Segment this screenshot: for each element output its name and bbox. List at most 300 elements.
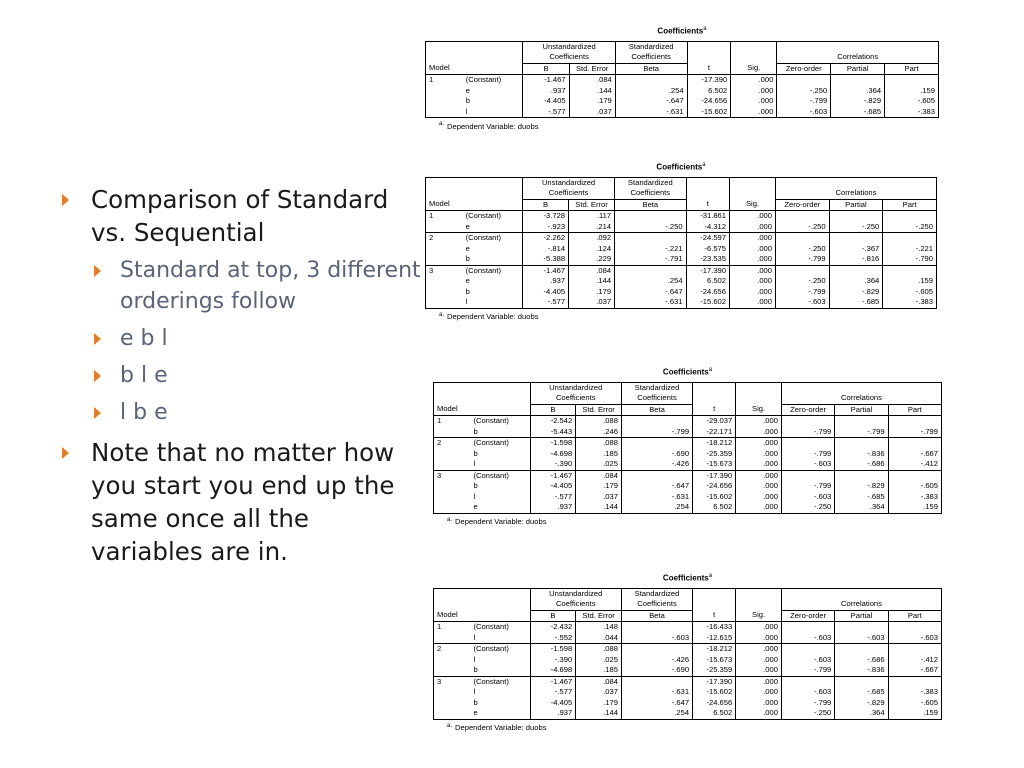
table-cell: .000 bbox=[736, 416, 782, 427]
table-cell: -.603 bbox=[775, 297, 829, 308]
table-cell bbox=[888, 438, 941, 449]
header-standardized: Standardized Coefficients bbox=[615, 177, 687, 199]
table-cell bbox=[775, 211, 829, 222]
table-cell bbox=[888, 644, 941, 655]
table-cell bbox=[888, 676, 941, 687]
column-header: t bbox=[687, 63, 731, 75]
model-number bbox=[434, 665, 462, 676]
table-cell: .254 bbox=[621, 708, 692, 719]
table-cell: -.603 bbox=[781, 655, 834, 666]
table-cell: .000 bbox=[736, 427, 782, 438]
column-header: Model bbox=[426, 63, 454, 75]
table-column-header-row bbox=[426, 199, 937, 211]
table-cell: -29.037 bbox=[693, 416, 736, 427]
predictor-name: l bbox=[473, 632, 476, 642]
table-cell bbox=[835, 644, 888, 655]
header-correlations: Correlations bbox=[837, 52, 879, 62]
table-cell bbox=[615, 211, 687, 222]
table-cell: -.685 bbox=[831, 107, 885, 118]
column-header: Part bbox=[883, 199, 937, 211]
table-cell: -4.698 bbox=[530, 449, 576, 460]
table-cell: -24.656 bbox=[693, 698, 736, 709]
table-cell bbox=[829, 211, 883, 222]
table-cell: .254 bbox=[615, 276, 687, 287]
table-cell: .159 bbox=[888, 502, 941, 513]
table-cell: -.631 bbox=[615, 107, 687, 118]
table-cell: -23.535 bbox=[686, 254, 729, 265]
table-cell: -.829 bbox=[835, 481, 888, 492]
table-title-text: Coefficients bbox=[656, 162, 703, 172]
predictor-name: b bbox=[473, 665, 478, 675]
table-cell: -1.598 bbox=[530, 644, 576, 655]
model-number: 1 bbox=[437, 622, 442, 632]
table-cell: .254 bbox=[621, 502, 692, 513]
table-row bbox=[434, 633, 942, 644]
table-footnote bbox=[447, 723, 942, 733]
coefficients-table-order-lbe bbox=[433, 573, 942, 732]
table-cell: -.426 bbox=[621, 459, 692, 470]
coefficients-table bbox=[425, 177, 937, 309]
model-number bbox=[426, 287, 454, 298]
table-cell: -.383 bbox=[888, 492, 941, 503]
column-header: Std. Error bbox=[569, 63, 615, 75]
table-row bbox=[426, 265, 937, 276]
model-number: 3 bbox=[426, 265, 454, 276]
predictor-name: l bbox=[473, 459, 476, 469]
table-cell: -18.212 bbox=[693, 644, 736, 655]
model-number bbox=[434, 687, 462, 698]
table-cell: -4.405 bbox=[530, 481, 576, 492]
table-cell: .159 bbox=[888, 708, 941, 719]
header-correlations: Correlations bbox=[841, 599, 882, 609]
table-cell: -.799 bbox=[781, 427, 834, 438]
table-row bbox=[434, 644, 942, 655]
table-cell: -15.602 bbox=[686, 297, 729, 308]
table-title-footnote-mark: a bbox=[703, 26, 707, 32]
table-cell: .000 bbox=[730, 287, 776, 298]
table-cell: .185 bbox=[576, 665, 622, 676]
sub-bullet-item bbox=[94, 397, 422, 428]
column-header: Model bbox=[434, 610, 462, 622]
header-blank bbox=[730, 177, 776, 199]
table-cell: -.603 bbox=[781, 687, 834, 698]
table-title-footnote-mark: a bbox=[708, 367, 713, 373]
model-number: 3 bbox=[434, 470, 462, 481]
table-cell: -1.467 bbox=[523, 265, 569, 276]
sub-bullet-text: e b l bbox=[120, 326, 168, 351]
coefficients-table bbox=[425, 41, 939, 119]
table-cell bbox=[781, 438, 834, 449]
table-cell: .084 bbox=[576, 470, 622, 481]
model-number bbox=[434, 449, 462, 460]
table-cell: -5.443 bbox=[530, 427, 576, 438]
table-cell: .000 bbox=[730, 254, 776, 265]
footnote-mark: a. bbox=[447, 722, 453, 729]
table-cell: -.603 bbox=[777, 107, 831, 118]
table-cell: -.799 bbox=[781, 449, 834, 460]
table-row bbox=[434, 470, 942, 481]
table-header-row bbox=[426, 41, 939, 52]
predictor-name: b bbox=[465, 286, 470, 296]
model-number bbox=[426, 96, 454, 107]
table-cell bbox=[775, 265, 829, 276]
table-cell: .000 bbox=[736, 708, 782, 719]
table-row bbox=[426, 233, 937, 244]
header-blank bbox=[781, 588, 941, 599]
table-cell: .000 bbox=[736, 676, 782, 687]
table-cell: -12.615 bbox=[693, 633, 736, 644]
table-row bbox=[434, 427, 942, 438]
model-number bbox=[426, 297, 454, 308]
table-cell bbox=[883, 265, 937, 276]
column-header: Partial bbox=[835, 610, 888, 622]
table-cell: -.799 bbox=[835, 427, 888, 438]
predictor-name: (Constant) bbox=[454, 233, 523, 244]
predictor-name: e bbox=[465, 85, 470, 95]
table-row bbox=[426, 222, 937, 233]
model-number bbox=[426, 222, 454, 233]
table-cell bbox=[835, 416, 888, 427]
table-cell: 6.502 bbox=[693, 502, 736, 513]
table-cell bbox=[621, 470, 692, 481]
table-cell: .144 bbox=[569, 86, 615, 97]
table-cell bbox=[781, 416, 834, 427]
column-header: Partial bbox=[835, 404, 888, 416]
column-header: Partial bbox=[829, 199, 883, 211]
predictor-name: b bbox=[473, 448, 478, 458]
table-row bbox=[434, 502, 942, 513]
footnote-mark: a. bbox=[439, 121, 445, 128]
header-unstandardized: Unstandardized Coefficients bbox=[530, 588, 621, 610]
table-title bbox=[425, 26, 939, 36]
model-number bbox=[426, 254, 454, 265]
table-cell: .000 bbox=[736, 622, 782, 633]
header-unstandardized: Unstandardized Coefficients bbox=[530, 382, 621, 404]
bullet-text: Note that no matter how you start you end up the same once all the variables are in. bbox=[91, 438, 395, 566]
predictor-name: b bbox=[473, 697, 478, 707]
predictor-name: l bbox=[473, 687, 476, 697]
column-header: Zero-order bbox=[781, 404, 834, 416]
predictor-name: l bbox=[465, 106, 468, 116]
footnote-text: Dependent Variable: duobs bbox=[447, 312, 539, 322]
header-blank bbox=[736, 382, 782, 404]
table-cell: -24.656 bbox=[687, 96, 731, 107]
table-header-row bbox=[434, 382, 942, 393]
table-cell: -.383 bbox=[888, 687, 941, 698]
table-cell: -.631 bbox=[621, 687, 692, 698]
table-cell bbox=[621, 676, 692, 687]
column-header: Model bbox=[434, 404, 462, 416]
table-cell: -16.433 bbox=[693, 622, 736, 633]
predictor-name: (Constant) bbox=[473, 622, 509, 632]
table-cell bbox=[781, 676, 834, 687]
table-cell: .364 bbox=[831, 86, 885, 97]
table-row bbox=[434, 459, 942, 470]
table-row bbox=[426, 96, 939, 107]
table-cell: -.603 bbox=[621, 633, 692, 644]
table-cell: -.799 bbox=[621, 427, 692, 438]
table-cell: -25.359 bbox=[693, 449, 736, 460]
table-cell: .148 bbox=[576, 622, 622, 633]
table-cell bbox=[883, 211, 937, 222]
table-cell: .000 bbox=[736, 644, 782, 655]
table-cell: .937 bbox=[530, 502, 576, 513]
model-number bbox=[434, 492, 462, 503]
predictor-name: (Constant) bbox=[461, 676, 530, 687]
table-cell: .000 bbox=[736, 449, 782, 460]
table-cell: .144 bbox=[569, 276, 615, 287]
table-title-text: Coefficients bbox=[662, 573, 709, 583]
table-cell: -.814 bbox=[523, 244, 569, 255]
table-footnote bbox=[439, 312, 937, 322]
footnote-text: Dependent Variable: duobs bbox=[455, 723, 547, 733]
table-title bbox=[433, 367, 942, 377]
table-column-header-row bbox=[434, 610, 942, 622]
table-cell: .000 bbox=[730, 244, 776, 255]
table-cell bbox=[835, 438, 888, 449]
table-cell: -4.698 bbox=[530, 665, 576, 676]
table-cell: .037 bbox=[576, 492, 622, 503]
table-cell: -.250 bbox=[781, 708, 834, 719]
table-cell: -25.359 bbox=[693, 665, 736, 676]
header-blank bbox=[693, 382, 736, 404]
table-cell: .254 bbox=[615, 86, 687, 97]
table-header-row bbox=[426, 177, 937, 188]
table-cell: 6.502 bbox=[686, 276, 729, 287]
table-cell: .000 bbox=[731, 86, 777, 97]
table-row bbox=[434, 481, 942, 492]
table-cell bbox=[883, 233, 937, 244]
table-cell: -2.262 bbox=[523, 233, 569, 244]
table-cell: .364 bbox=[835, 708, 888, 719]
table-cell: -24.597 bbox=[686, 233, 729, 244]
header-blank bbox=[434, 382, 531, 404]
table-row bbox=[426, 276, 937, 287]
table-title-footnote-mark: a bbox=[708, 573, 713, 579]
table-cell: -.686 bbox=[835, 655, 888, 666]
predictor-name: (Constant) bbox=[465, 75, 502, 85]
table-title bbox=[433, 573, 942, 583]
header-blank bbox=[736, 588, 782, 610]
table-cell: .000 bbox=[730, 233, 776, 244]
table-cell: -.603 bbox=[781, 633, 834, 644]
bullet-arrow-icon bbox=[62, 194, 69, 206]
table-row bbox=[434, 449, 942, 460]
sub-bullet-arrow-icon bbox=[94, 333, 101, 345]
bullet-list bbox=[62, 183, 422, 568]
header-blank bbox=[426, 177, 523, 199]
model-number: 2 bbox=[426, 233, 454, 244]
column-header bbox=[461, 610, 530, 622]
table-cell: -.690 bbox=[621, 665, 692, 676]
table-cell: .179 bbox=[569, 287, 615, 298]
column-header bbox=[454, 199, 523, 211]
table-cell: -.631 bbox=[615, 297, 687, 308]
footnote-text: Dependent Variable: duobs bbox=[447, 121, 539, 131]
model-number: 1 bbox=[437, 416, 442, 426]
table-cell: -.426 bbox=[621, 655, 692, 666]
table-cell: -.799 bbox=[781, 665, 834, 676]
header-blank bbox=[781, 382, 941, 393]
model-number bbox=[434, 655, 462, 666]
table-cell: -.686 bbox=[835, 459, 888, 470]
column-header: Partial bbox=[831, 63, 885, 75]
table-cell bbox=[615, 75, 687, 86]
header-blank bbox=[687, 41, 731, 63]
table-cell: -2.542 bbox=[530, 416, 576, 427]
table-cell: -.367 bbox=[829, 244, 883, 255]
table-row bbox=[426, 86, 939, 97]
table-cell: .124 bbox=[569, 244, 615, 255]
table-cell: -15.602 bbox=[687, 107, 731, 118]
table-cell: -1.467 bbox=[530, 470, 576, 481]
table-cell bbox=[615, 265, 687, 276]
header-standardized: Standardized Coefficients bbox=[621, 588, 692, 610]
coefficients-table-order-ebl bbox=[425, 162, 937, 321]
table-cell: -.383 bbox=[885, 107, 939, 118]
table-cell: -.647 bbox=[621, 481, 692, 492]
table-cell: .000 bbox=[736, 438, 782, 449]
table-cell: -15.602 bbox=[693, 687, 736, 698]
table-cell bbox=[888, 622, 941, 633]
table-cell: -.603 bbox=[888, 633, 941, 644]
table-cell: -.250 bbox=[777, 86, 831, 97]
table-cell: -4.405 bbox=[523, 96, 569, 107]
header-blank bbox=[731, 41, 777, 63]
header-blank bbox=[426, 41, 523, 63]
model-number: 1 bbox=[429, 75, 434, 85]
predictor-name: (Constant) bbox=[473, 416, 509, 426]
table-row bbox=[426, 211, 937, 222]
table-cell bbox=[621, 644, 692, 655]
table-cell: -15.673 bbox=[693, 655, 736, 666]
table-cell bbox=[888, 416, 941, 427]
table-cell: -17.390 bbox=[686, 265, 729, 276]
table-cell: -.790 bbox=[883, 254, 937, 265]
table-column-header-row bbox=[426, 63, 939, 75]
column-header: Beta bbox=[621, 610, 692, 622]
table-cell: .159 bbox=[885, 86, 939, 97]
bullet-arrow-icon bbox=[62, 447, 69, 459]
table-cell: -2.432 bbox=[530, 622, 576, 633]
table-cell: -.799 bbox=[781, 698, 834, 709]
table-cell: .084 bbox=[576, 676, 622, 687]
table-row bbox=[434, 438, 942, 449]
table-cell: -15.673 bbox=[693, 459, 736, 470]
table-row bbox=[426, 75, 939, 86]
column-header: t bbox=[686, 199, 729, 211]
header-blank bbox=[693, 588, 736, 610]
table-cell: -1.467 bbox=[530, 676, 576, 687]
table-row bbox=[434, 687, 942, 698]
table-row bbox=[434, 676, 942, 687]
table-cell: .084 bbox=[569, 265, 615, 276]
table-cell: -17.390 bbox=[687, 75, 731, 86]
model-number: 1 bbox=[429, 211, 434, 221]
column-header: Beta bbox=[621, 404, 692, 416]
table-cell: -.250 bbox=[775, 222, 829, 233]
footnote-text: Dependent Variable: duobs bbox=[455, 517, 547, 527]
model-number: 3 bbox=[434, 676, 462, 687]
table-cell: -.836 bbox=[835, 665, 888, 676]
table-cell: -17.390 bbox=[693, 676, 736, 687]
table-cell: .000 bbox=[730, 297, 776, 308]
table-cell: -.603 bbox=[835, 633, 888, 644]
table-cell: .044 bbox=[576, 633, 622, 644]
table-cell: 6.502 bbox=[687, 86, 731, 97]
sub-bullet-arrow-icon bbox=[94, 370, 101, 382]
header-correlations: Correlations bbox=[841, 393, 882, 403]
table-cell: -.816 bbox=[829, 254, 883, 265]
column-header: Part bbox=[888, 610, 941, 622]
predictor-name: l bbox=[473, 654, 476, 664]
table-cell: -17.390 bbox=[693, 470, 736, 481]
table-row bbox=[434, 665, 942, 676]
column-header: Part bbox=[885, 63, 939, 75]
table-cell bbox=[888, 470, 941, 481]
sub-bullet-arrow-icon bbox=[94, 265, 101, 277]
sub-bullet-arrow-icon bbox=[94, 407, 101, 419]
table-title bbox=[425, 162, 937, 172]
sub-bullet-text: l b e bbox=[120, 400, 168, 425]
predictor-name: (Constant) bbox=[454, 265, 523, 276]
predictor-name: (Constant) bbox=[465, 211, 502, 221]
table-cell: -.647 bbox=[615, 287, 687, 298]
table-cell: -.667 bbox=[888, 665, 941, 676]
table-cell: .000 bbox=[736, 687, 782, 698]
table-cell: -.685 bbox=[835, 492, 888, 503]
sub-bullet-item bbox=[94, 360, 422, 391]
model-number bbox=[434, 708, 462, 719]
table-cell: .037 bbox=[576, 687, 622, 698]
table-cell: -.390 bbox=[530, 459, 576, 470]
table-cell: .144 bbox=[576, 502, 622, 513]
predictor-name: e bbox=[465, 221, 470, 231]
table-cell: .144 bbox=[576, 708, 622, 719]
model-number bbox=[434, 502, 462, 513]
table-cell: -.577 bbox=[523, 107, 569, 118]
table-cell bbox=[621, 416, 692, 427]
table-cell: -.631 bbox=[621, 492, 692, 503]
table-cell bbox=[777, 75, 831, 86]
table-cell: .159 bbox=[883, 276, 937, 287]
column-header: Std. Error bbox=[576, 404, 622, 416]
table-cell: -.605 bbox=[885, 96, 939, 107]
footnote-mark: a. bbox=[439, 311, 445, 318]
table-cell: .179 bbox=[569, 96, 615, 107]
bullet-item bbox=[62, 436, 422, 568]
table-cell: -.605 bbox=[883, 287, 937, 298]
table-cell: -.836 bbox=[835, 449, 888, 460]
column-header: Beta bbox=[615, 199, 687, 211]
predictor-name: b bbox=[465, 96, 470, 106]
header-blank bbox=[434, 588, 531, 610]
table-cell: -.221 bbox=[615, 244, 687, 255]
table-cell: -.690 bbox=[621, 449, 692, 460]
model-number: 2 bbox=[434, 438, 462, 449]
table-cell: .214 bbox=[569, 222, 615, 233]
header-standardized: Standardized Coefficients bbox=[615, 41, 687, 63]
column-header: Beta bbox=[615, 63, 687, 75]
table-cell: .000 bbox=[730, 276, 776, 287]
table-cell: .937 bbox=[523, 86, 569, 97]
table-cell: .937 bbox=[530, 708, 576, 719]
table-cell bbox=[831, 75, 885, 86]
table-cell: .000 bbox=[731, 75, 777, 86]
table-cell bbox=[621, 622, 692, 633]
table-cell: .364 bbox=[835, 502, 888, 513]
predictor-name: (Constant) bbox=[461, 644, 530, 655]
